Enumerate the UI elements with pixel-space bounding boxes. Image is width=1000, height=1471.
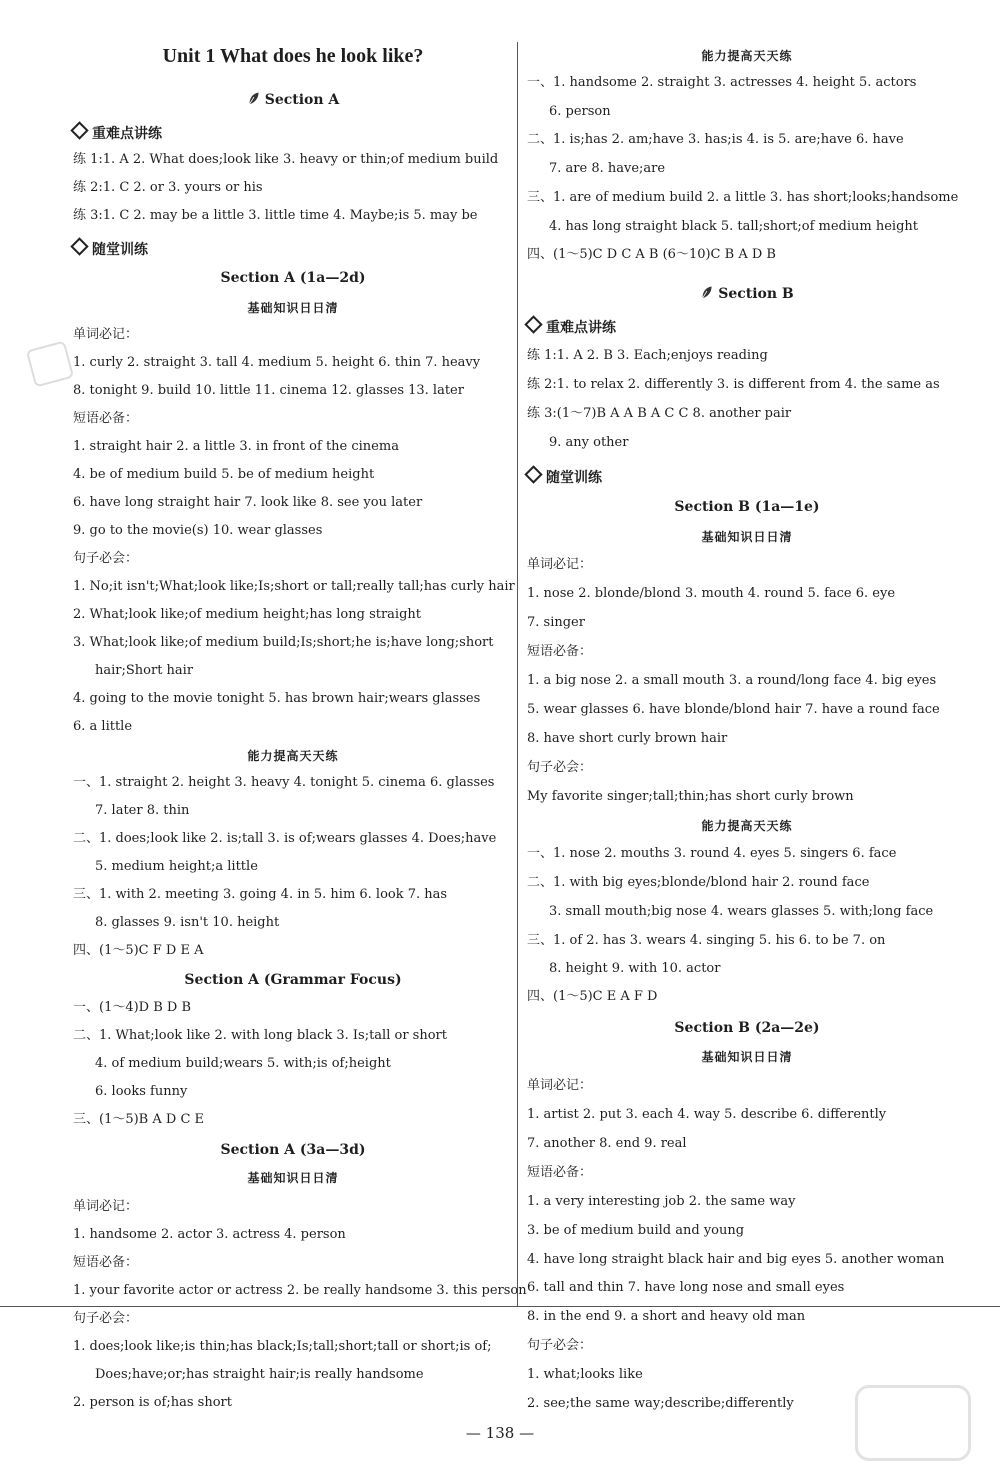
line-text: 3. be of medium build and young bbox=[527, 1223, 745, 1238]
line-text: 三、1. are of medium build 2. a little 3. has short;looks;handsome bbox=[527, 190, 959, 205]
left-line bbox=[73, 383, 464, 399]
line-text: 9. go to the movie(s) 10. wear glasses bbox=[73, 523, 323, 538]
right-line bbox=[527, 1078, 592, 1094]
right-line bbox=[527, 190, 958, 206]
line-text: 6. have long straight hair 7. look like 8. see you later bbox=[73, 495, 423, 510]
right-line bbox=[527, 1280, 844, 1296]
line-text: 短语必备： bbox=[73, 1255, 139, 1270]
left-line bbox=[73, 1199, 138, 1215]
line-text: 句子必会： bbox=[527, 1338, 593, 1353]
left-line bbox=[73, 467, 374, 483]
left-line bbox=[73, 831, 496, 847]
line-text: 1. what;looks like bbox=[527, 1367, 643, 1382]
line-text: 6. a little bbox=[73, 719, 133, 734]
right-line bbox=[527, 1396, 794, 1412]
line-text: Section B (2a—2e) bbox=[674, 1020, 820, 1036]
left-line bbox=[73, 124, 162, 142]
line-text: 能力提高天天练 bbox=[701, 49, 793, 63]
left-line bbox=[73, 607, 421, 623]
right-line bbox=[527, 1107, 886, 1123]
right-line bbox=[527, 377, 940, 393]
right-line bbox=[527, 818, 967, 834]
right-line bbox=[527, 529, 967, 545]
line-text: 三、1. with 2. meeting 3. going 4. in 5. him 6. look 7. has bbox=[73, 887, 448, 902]
line-text: 8. glasses 9. isn't 10. height bbox=[95, 915, 280, 930]
leaf-icon bbox=[700, 285, 713, 300]
right-line bbox=[549, 904, 933, 920]
line-text: 三、1. of 2. has 3. wears 4. singing 5. his 6. to be 7. on bbox=[527, 933, 886, 948]
right-line bbox=[527, 586, 895, 602]
leaf-icon bbox=[247, 91, 260, 106]
line-text: 4. be of medium build 5. be of medium height bbox=[73, 467, 375, 482]
left-line bbox=[73, 180, 263, 196]
right-line bbox=[527, 933, 885, 949]
line-text: Does;have;or;has straight hair;is really handsome bbox=[95, 1367, 424, 1382]
line-text: Section A (3a—3d) bbox=[220, 1142, 366, 1158]
right-line bbox=[527, 615, 585, 631]
page-number: — 138 — bbox=[465, 1424, 535, 1442]
line-text: 3. What;look like;of medium build;Is;short;he is;have long;short bbox=[73, 635, 494, 650]
line-text: 随堂训练 bbox=[546, 470, 602, 486]
left-line bbox=[73, 327, 138, 343]
line-text: 4. have long straight black hair and big eyes 5. another woman bbox=[527, 1252, 945, 1267]
line-text: 6. person bbox=[549, 104, 611, 119]
left-line bbox=[73, 45, 513, 67]
line-text: 四、(1～5)C D C A B (6～10)C B A D B bbox=[527, 247, 776, 262]
diamond-icon bbox=[524, 465, 542, 483]
right-line bbox=[527, 1338, 592, 1354]
line-text: 练 2:1. C 2. or 3. yours or his bbox=[73, 180, 263, 195]
line-text: 四、(1～5)C F D E A bbox=[73, 943, 204, 958]
left-line bbox=[73, 1000, 191, 1016]
right-line bbox=[527, 731, 727, 747]
right-line bbox=[527, 557, 592, 573]
line-text: 8. have short curly brown hair bbox=[527, 731, 728, 746]
line-text: 四、(1～5)C E A F D bbox=[527, 989, 658, 1004]
left-line bbox=[95, 1084, 187, 1100]
line-text: Section B bbox=[718, 286, 794, 302]
line-text: Section A bbox=[264, 92, 340, 108]
line-text: 能力提高天天练 bbox=[701, 819, 793, 833]
line-text: 1. a very interesting job 2. the same way bbox=[527, 1194, 796, 1209]
line-text: 基础知识日日清 bbox=[247, 1171, 339, 1185]
right-line bbox=[527, 846, 896, 862]
line-text: 1. handsome 2. actor 3. actress 4. person bbox=[73, 1227, 346, 1242]
line-text: 基础知识日日清 bbox=[247, 301, 339, 315]
line-text: 9. any other bbox=[549, 435, 629, 450]
right-line bbox=[527, 702, 940, 718]
left-line bbox=[73, 355, 480, 371]
line-text: 2. What;look like;of medium height;has long straight bbox=[73, 607, 422, 622]
line-text: 1. does;look like;is thin;has black;Is;tall;short;tall or short;is of; bbox=[73, 1339, 492, 1354]
diamond-icon bbox=[70, 237, 88, 255]
line-text: 8. height 9. with 10. actor bbox=[549, 961, 721, 976]
right-line bbox=[527, 789, 854, 805]
right-line bbox=[527, 468, 602, 486]
left-line bbox=[73, 1170, 513, 1186]
left-line bbox=[95, 915, 279, 931]
line-text: 二、1. What;look like 2. with long black 3. Is;tall or short bbox=[73, 1028, 447, 1043]
line-text: 7. are 8. have;are bbox=[549, 161, 666, 176]
left-line bbox=[73, 551, 138, 567]
left-line bbox=[73, 775, 494, 791]
left-line bbox=[73, 439, 399, 455]
left-line bbox=[73, 270, 513, 286]
left-line bbox=[73, 495, 422, 511]
right-line bbox=[549, 961, 720, 977]
line-text: 1. your favorite actor or actress 2. be really handsome 3. this person bbox=[73, 1283, 527, 1298]
line-text: 二、1. with big eyes;blonde/blond hair 2. round face bbox=[527, 875, 870, 890]
line-text: 单词必记： bbox=[527, 557, 593, 572]
line-text: 1. nose 2. blonde/blond 3. mouth 4. round 5. face 6. eye bbox=[527, 586, 896, 601]
right-line bbox=[527, 247, 776, 263]
right-line bbox=[527, 348, 768, 364]
right-line bbox=[527, 1309, 805, 1325]
left-line bbox=[73, 1227, 346, 1243]
line-text: 句子必会： bbox=[73, 551, 139, 566]
line-text: 7. later 8. thin bbox=[95, 803, 190, 818]
line-text: 1. straight hair 2. a little 3. in front of the cinema bbox=[73, 439, 399, 454]
diamond-icon bbox=[524, 315, 542, 333]
line-text: 2. see;the same way;describe;differently bbox=[527, 1396, 794, 1411]
line-text: 二、1. is;has 2. am;have 3. has;is 4. is 5. are;have 6. have bbox=[527, 132, 904, 147]
line-text: 3. small mouth;big nose 4. wears glasses 5. with;long face bbox=[549, 904, 934, 919]
right-line bbox=[527, 499, 967, 515]
left-line bbox=[95, 1056, 391, 1072]
right-line bbox=[527, 1020, 967, 1036]
left-line bbox=[73, 887, 447, 903]
line-text: Section A (1a—2d) bbox=[220, 270, 366, 286]
line-text: 单词必记： bbox=[527, 1078, 593, 1093]
right-line bbox=[527, 1367, 643, 1383]
line-text: 二、1. does;look like 2. is;tall 3. is of;wears glasses 4. Does;have bbox=[73, 831, 497, 846]
line-text: hair;Short hair bbox=[95, 663, 194, 678]
line-text: 7. another 8. end 9. real bbox=[527, 1136, 687, 1151]
right-line bbox=[527, 1223, 744, 1239]
line-text: 短语必备： bbox=[527, 644, 593, 659]
left-line bbox=[73, 635, 493, 651]
right-line bbox=[527, 75, 916, 91]
left-line bbox=[73, 1283, 527, 1299]
line-text: 短语必备： bbox=[527, 1165, 593, 1180]
right-line bbox=[527, 1194, 795, 1210]
line-text: 4. of medium build;wears 5. with;is of;height bbox=[95, 1056, 391, 1071]
right-line bbox=[527, 760, 592, 776]
left-line bbox=[95, 859, 258, 875]
line-text: 短语必备： bbox=[73, 411, 139, 426]
left-line bbox=[73, 1311, 138, 1327]
left-line bbox=[95, 1367, 424, 1383]
watermark-logo bbox=[855, 1385, 971, 1461]
line-text: Section B (1a—1e) bbox=[674, 499, 820, 515]
line-text: 练 1:1. A 2. What does;look like 3. heavy or thin;of medium build bbox=[73, 152, 499, 167]
line-text: 6. looks funny bbox=[95, 1084, 188, 1099]
line-text: 单词必记： bbox=[73, 1199, 139, 1214]
left-line bbox=[73, 943, 203, 959]
line-text: 1. curly 2. straight 3. tall 4. medium 5. height 6. thin 7. heavy bbox=[73, 355, 481, 370]
line-text: 6. tall and thin 7. have long nose and small eyes bbox=[527, 1280, 845, 1295]
line-text: 练 1:1. A 2. B 3. Each;enjoys reading bbox=[527, 348, 768, 363]
line-text: 1. No;it isn't;What;look like;Is;short or tall;really tall;has curly hair bbox=[73, 579, 515, 594]
line-text: 一、1. straight 2. height 3. heavy 4. tonight 5. cinema 6. glasses bbox=[73, 775, 495, 790]
line-text: 重难点讲练 bbox=[92, 126, 162, 142]
line-text: 一、1. nose 2. mouths 3. round 4. eyes 5. singers 6. face bbox=[527, 846, 897, 861]
right-line bbox=[527, 132, 904, 148]
line-text: 4. going to the movie tonight 5. has brown hair;wears glasses bbox=[73, 691, 481, 706]
right-line bbox=[527, 1049, 967, 1065]
right-line bbox=[527, 875, 869, 891]
line-text: 随堂训练 bbox=[92, 242, 148, 258]
line-text: 8. in the end 9. a short and heavy old man bbox=[527, 1309, 806, 1324]
left-line bbox=[73, 719, 132, 735]
line-text: Unit 1 What does he look like? bbox=[162, 45, 424, 67]
left-line bbox=[73, 579, 515, 595]
column-divider bbox=[517, 42, 518, 1307]
watermark-stamp bbox=[26, 340, 74, 387]
line-text: 能力提高天天练 bbox=[247, 749, 339, 763]
left-line bbox=[73, 1112, 204, 1128]
right-line bbox=[527, 406, 791, 422]
line-text: 三、(1～5)B A D C E bbox=[73, 1112, 205, 1127]
left-line bbox=[73, 1339, 492, 1355]
left-line bbox=[73, 300, 513, 316]
right-line bbox=[549, 161, 665, 177]
line-text: 重难点讲练 bbox=[546, 320, 616, 336]
left-line bbox=[73, 208, 478, 224]
right-line bbox=[527, 1136, 687, 1152]
line-text: 4. has long straight black 5. tall;short;of medium height bbox=[549, 219, 919, 234]
line-text: 练 2:1. to relax 2. differently 3. is different from 4. the same as bbox=[527, 377, 940, 392]
left-line bbox=[73, 972, 513, 988]
left-line bbox=[73, 240, 148, 258]
line-text: My favorite singer;tall;thin;has short curly brown bbox=[527, 789, 854, 804]
line-text: 练 3:(1～7)B A A B A C C 8. another pair bbox=[527, 406, 792, 421]
line-text: 1. a big nose 2. a small mouth 3. a round/long face 4. big eyes bbox=[527, 673, 937, 688]
line-text: 2. person is of;has short bbox=[73, 1395, 232, 1410]
right-line bbox=[527, 644, 592, 660]
left-line bbox=[73, 1028, 447, 1044]
line-text: 8. tonight 9. build 10. little 11. cinema 12. glasses 13. later bbox=[73, 383, 464, 398]
line-text: 句子必会： bbox=[527, 760, 593, 775]
line-text: 7. singer bbox=[527, 615, 585, 630]
right-line bbox=[527, 48, 967, 64]
right-line bbox=[527, 1252, 944, 1268]
left-line bbox=[73, 1142, 513, 1158]
right-line bbox=[549, 104, 611, 120]
right-line bbox=[527, 989, 657, 1005]
left-line bbox=[73, 91, 513, 108]
line-text: 一、(1～4)D B D B bbox=[73, 1000, 192, 1015]
left-line bbox=[95, 803, 189, 819]
line-text: 一、1. handsome 2. straight 3. actresses 4. height 5. actors bbox=[527, 75, 917, 90]
diamond-icon bbox=[70, 121, 88, 139]
line-text: 练 3:1. C 2. may be a little 3. little time 4. Maybe;is 5. may be bbox=[73, 208, 478, 223]
line-text: Section A (Grammar Focus) bbox=[184, 972, 402, 988]
line-text: 5. medium height;a little bbox=[95, 859, 258, 874]
line-text: 单词必记： bbox=[73, 327, 139, 342]
left-line bbox=[73, 523, 322, 539]
right-line bbox=[527, 318, 616, 336]
left-line bbox=[73, 1255, 138, 1271]
right-line bbox=[549, 435, 628, 451]
left-line bbox=[73, 1395, 232, 1411]
line-text: 句子必会： bbox=[73, 1311, 139, 1326]
line-text: 5. wear glasses 6. have blonde/blond hair 7. have a round face bbox=[527, 702, 940, 717]
left-line bbox=[73, 411, 138, 427]
left-line bbox=[73, 748, 513, 764]
section-rule bbox=[0, 1306, 1000, 1307]
left-line bbox=[73, 152, 498, 168]
right-line bbox=[527, 673, 936, 689]
line-text: 1. artist 2. put 3. each 4. way 5. describe 6. differently bbox=[527, 1107, 887, 1122]
right-line bbox=[527, 285, 967, 302]
left-line bbox=[95, 663, 193, 679]
left-line bbox=[73, 691, 480, 707]
right-line bbox=[549, 219, 918, 235]
line-text: 基础知识日日清 bbox=[701, 530, 793, 544]
line-text: 基础知识日日清 bbox=[701, 1050, 793, 1064]
right-line bbox=[527, 1165, 592, 1181]
